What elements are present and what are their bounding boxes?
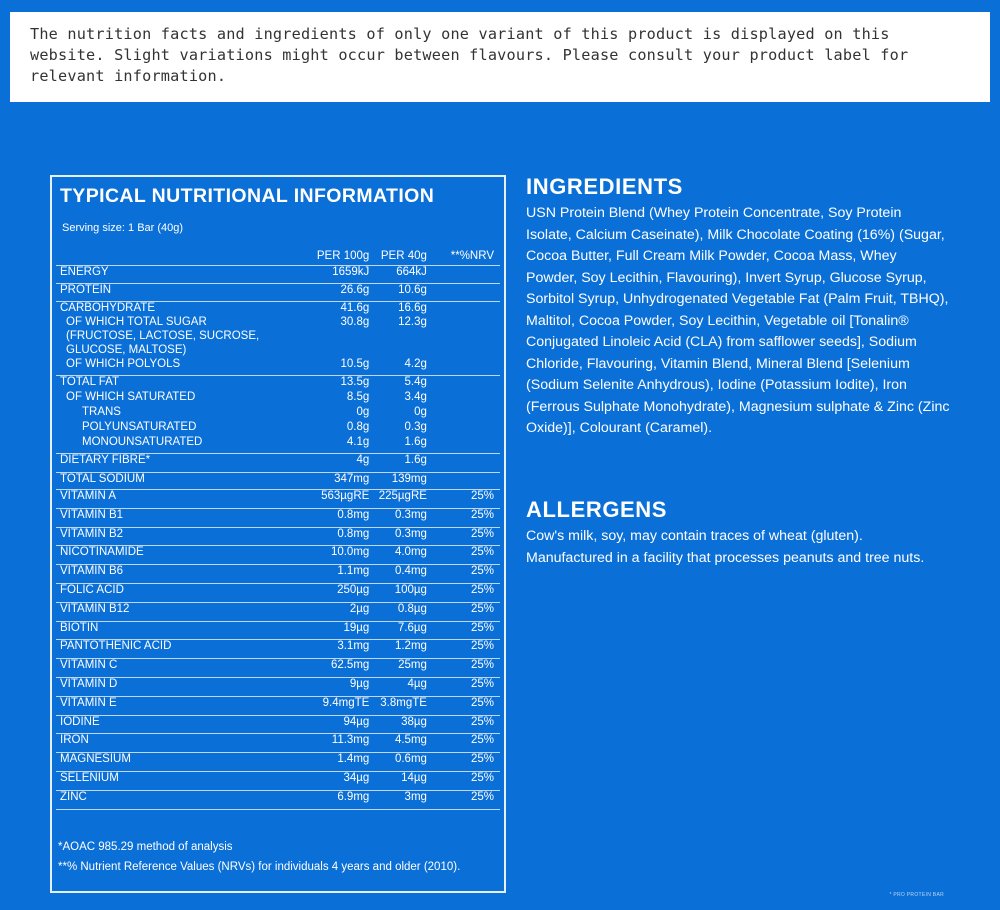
value-nrv-text: 25% [470, 734, 494, 747]
value-per40-text: 664kJ [396, 266, 427, 278]
value-nrv [427, 284, 500, 302]
value-per100-text: 2µg [349, 602, 370, 615]
nutrient-name-text: MAGNESIUM [60, 753, 131, 766]
value-per100 [304, 602, 369, 621]
value-per100 [304, 330, 369, 344]
value-per40 [369, 266, 427, 284]
value-per40 [369, 490, 427, 509]
table-row [56, 753, 500, 772]
value-per100 [304, 421, 369, 436]
value-nrv [427, 583, 500, 602]
nutrient-name-text: DIETARY FIBRE* [60, 454, 151, 466]
value-per100 [304, 316, 369, 330]
nutrient-name-text: TRANS [82, 405, 121, 418]
value-nrv [427, 753, 500, 772]
value-per100 [304, 640, 369, 659]
table-row [56, 677, 500, 696]
value-per100-text: 19µg [343, 621, 370, 634]
nutrient-name-text: IODINE [60, 715, 100, 728]
value-per40 [369, 284, 427, 302]
value-per100-text: 1659kJ [332, 266, 370, 278]
nutrition-footnotes [58, 837, 460, 877]
value-per40-text: 0.3mg [394, 527, 427, 540]
value-per40-text: 0.4mg [394, 565, 427, 578]
value-per40-text: 4µg [407, 677, 427, 690]
value-nrv-text: 25% [470, 508, 494, 521]
footnote-aoac: *AOAC 985.29 method of analysis [58, 841, 233, 853]
table-row [56, 302, 500, 316]
table-row [56, 565, 500, 584]
value-per40-text: 0g [414, 405, 427, 418]
nutrient-name [56, 473, 304, 490]
value-per40-text: 3.4g [404, 390, 427, 403]
ingredients-text: USN Protein Blend (Whey Protein Concentrate, Soy Protein Isolate, Calcium Caseinate), Milk Chocolate Coating (16%) (Sugar, Cocoa Butter, Full Cream Milk Powder, Cocoa Mass, Whey Powder, Soy Lecithin, Flavouring), Invert Syrup, Glucose Syrup, Sorbitol Syrup, Unhydrogenated Vegetable Fat (Palm Fruit, TBHQ), Maltitol, Cocoa Powder, Soy Lecithin, Vegetable oil [Tonalin® Conjugated Linoleic Acid (CLA) from safflower seeds], Sodium Chloride, Flavouring, Vitamin Blend, Mineral Blend [Selenium (Sodium Selenite Anhydrous), Iodine (Potassium Iodite), Iron (Ferrous Sulphate Monohydrate), Magnesium sulphate & Zinc (Zinc Oxide)], Colourant (Caramel). [526, 205, 950, 436]
table-row [56, 696, 500, 715]
value-per40-text: 3mg [404, 790, 427, 803]
header-per40: PER 40g [369, 247, 427, 266]
value-per40-text: 100µg [394, 583, 427, 596]
value-per100 [304, 436, 369, 454]
table-row [56, 546, 500, 565]
nutrient-name [56, 771, 304, 790]
value-per100-text: 9µg [349, 677, 370, 690]
corner-label: * PRO PROTEIN BAR [889, 892, 944, 898]
nutrition-table-body [56, 266, 500, 810]
value-nrv [427, 621, 500, 640]
value-per40 [369, 421, 427, 436]
nutrient-name-text: VITAMIN C [60, 659, 118, 672]
value-per100-text: 26.6g [340, 284, 370, 296]
nutrient-name-text: SELENIUM [60, 771, 119, 784]
value-nrv [427, 602, 500, 621]
nutrient-name [56, 583, 304, 602]
value-per100-text: 30.8g [340, 315, 370, 328]
value-per100-text: 250µg [337, 583, 370, 596]
value-per100-text: 6.9mg [337, 790, 370, 803]
value-per100 [304, 406, 369, 421]
nutrient-name [56, 490, 304, 509]
value-per100 [304, 376, 369, 391]
nutrient-name [56, 302, 304, 316]
value-per100-text: 62.5mg [330, 659, 370, 672]
value-per40-text: 139mg [391, 473, 427, 485]
value-per40 [369, 316, 427, 330]
value-per40 [369, 677, 427, 696]
value-per40 [369, 376, 427, 391]
table-row [56, 344, 500, 358]
value-nrv [427, 546, 500, 565]
value-per40-text: 0.3g [404, 420, 427, 433]
nutrient-name [56, 753, 304, 772]
value-per100-text: 347mg [334, 473, 370, 485]
nutrient-name [56, 406, 304, 421]
table-row [56, 391, 500, 406]
nutrition-table [56, 247, 500, 810]
table-row [56, 284, 500, 302]
value-per40-text: 4.2g [404, 357, 427, 370]
nutrient-name-text: PANTOTHENIC ACID [60, 640, 172, 653]
value-per100 [304, 546, 369, 565]
value-per40-text: 7.6µg [397, 621, 427, 634]
table-row [56, 316, 500, 330]
value-per40 [369, 391, 427, 406]
nutrient-name-text: OF WHICH POLYOLS [66, 357, 181, 370]
value-per100 [304, 508, 369, 527]
nutrient-name-text: ZINC [60, 790, 87, 803]
nutrient-name-text: POLYUNSATURATED [82, 420, 197, 433]
table-row [56, 436, 500, 454]
nutrient-name [56, 565, 304, 584]
table-row [56, 473, 500, 490]
value-nrv-text: 25% [470, 677, 494, 690]
value-nrv [427, 376, 500, 391]
value-per100 [304, 790, 369, 809]
value-per40 [369, 659, 427, 678]
nutrient-name-text: FOLIC ACID [60, 583, 124, 596]
value-per100 [304, 565, 369, 584]
value-nrv [427, 659, 500, 678]
nutrient-name-text: VITAMIN B2 [60, 527, 124, 540]
value-per100 [304, 490, 369, 509]
value-per100-text: 34µg [343, 771, 370, 784]
value-per40 [369, 344, 427, 358]
value-per40-text: 5.4g [404, 376, 427, 388]
nutrient-name-text: VITAMIN B12 [60, 602, 130, 615]
nutrient-name-text: VITAMIN B1 [60, 508, 124, 521]
table-row [56, 602, 500, 621]
nutrition-panel [50, 175, 506, 893]
nutrient-name-text: TOTAL SODIUM [60, 473, 145, 485]
nutrient-name [56, 659, 304, 678]
nutrient-name [56, 677, 304, 696]
value-per40-text: 1.6g [404, 435, 427, 448]
value-per40-text: 0.8µg [397, 602, 427, 615]
nutrient-name-text: (FRUCTOSE, LACTOSE, SUCROSE, [66, 329, 260, 342]
value-per40 [369, 508, 427, 527]
value-per40 [369, 602, 427, 621]
value-per40-text: 12.3g [398, 315, 427, 328]
nutrient-name-text: NICOTINAMIDE [60, 546, 144, 559]
table-row [56, 266, 500, 284]
value-nrv-text: 25% [470, 602, 494, 615]
value-per40 [369, 546, 427, 565]
value-per40 [369, 302, 427, 316]
value-nrv-text: 25% [470, 790, 494, 803]
table-row [56, 527, 500, 546]
nutrient-name-text: ENERGY [60, 266, 109, 278]
value-per40-text: 3.8mgTE [380, 696, 427, 709]
value-per40-text: 10.6g [398, 284, 427, 296]
value-nrv [427, 391, 500, 406]
value-nrv [427, 454, 500, 473]
value-nrv-text: 25% [470, 771, 494, 784]
header-nrv: **%NRV [427, 247, 500, 266]
value-per40-text: 0.6mg [394, 753, 427, 766]
value-per100 [304, 715, 369, 734]
value-per100 [304, 527, 369, 546]
value-per100 [304, 696, 369, 715]
value-per40-text: 25mg [398, 659, 427, 672]
value-per40 [369, 696, 427, 715]
nutrient-name [56, 266, 304, 284]
nutrient-name [56, 436, 304, 454]
nutrient-name-text: BIOTIN [60, 621, 99, 634]
serving-size: Serving size: 1 Bar (40g) [62, 222, 184, 234]
value-per100-text: 4g [356, 454, 370, 466]
nutrient-name [56, 696, 304, 715]
header-per100: PER 100g [304, 247, 369, 266]
value-per40-text: 16.6g [398, 302, 427, 314]
value-per100-text: 10.5g [340, 357, 370, 370]
value-per100 [304, 454, 369, 473]
value-per40-text: 0.3mg [394, 508, 427, 521]
value-per100 [304, 621, 369, 640]
value-per100 [304, 677, 369, 696]
value-nrv-text: 25% [470, 753, 494, 766]
value-nrv [427, 565, 500, 584]
value-nrv [427, 266, 500, 284]
value-per100 [304, 284, 369, 302]
value-per40 [369, 734, 427, 753]
table-row [56, 376, 500, 391]
table-header-row [56, 247, 500, 266]
value-per100 [304, 391, 369, 406]
disclaimer-notice: The nutrition facts and ingredients of only one variant of this product is displayed on this website. Slight variations might occur between flavours. Please consult your product label for relevant information. [10, 12, 990, 102]
value-nrv [427, 302, 500, 316]
nutrient-name [56, 376, 304, 391]
value-per100 [304, 266, 369, 284]
nutrient-name-text: GLUCOSE, MALTOSE) [66, 343, 187, 356]
value-per40 [369, 454, 427, 473]
table-row [56, 790, 500, 809]
value-nrv-text: 25% [470, 715, 494, 728]
nutrient-name-text: PROTEIN [60, 284, 112, 296]
nutrient-name [56, 454, 304, 473]
value-per40-text: 225µgRE [378, 490, 427, 502]
table-row [56, 358, 500, 376]
value-nrv [427, 715, 500, 734]
value-per100 [304, 358, 369, 376]
value-per100-text: 0.8mg [337, 508, 370, 521]
value-per100-text: 8.5g [346, 390, 370, 403]
nutrient-name [56, 715, 304, 734]
nutrient-name-text: IRON [60, 734, 89, 747]
value-nrv-text: 25% [470, 621, 494, 634]
footnote-nrv: **% Nutrient Reference Values (NRVs) for individuals 4 years and older (2010). [58, 861, 461, 873]
table-row [56, 406, 500, 421]
value-nrv [427, 527, 500, 546]
value-per100-text: 10.0mg [330, 546, 370, 559]
value-per40 [369, 753, 427, 772]
nutrient-name-text: TOTAL FAT [60, 376, 119, 388]
nutrient-name [56, 508, 304, 527]
table-row [56, 583, 500, 602]
nutrient-name-text: VITAMIN D [60, 677, 118, 690]
value-per100-text: 0.8g [346, 420, 370, 433]
nutrient-name [56, 284, 304, 302]
value-per40 [369, 406, 427, 421]
value-per100 [304, 753, 369, 772]
ingredients-title: INGREDIENTS [526, 174, 683, 199]
value-per100-text: 563µgRE [321, 490, 370, 502]
value-per40-text: 38µg [401, 715, 427, 728]
nutrient-name [56, 621, 304, 640]
value-nrv [427, 790, 500, 809]
value-per100-text: 3.1mg [337, 640, 370, 653]
table-row [56, 659, 500, 678]
table-row [56, 454, 500, 473]
value-per40-text: 1.2mg [394, 640, 427, 653]
value-per40 [369, 330, 427, 344]
allergens-title: ALLERGENS [526, 497, 668, 522]
value-per40 [369, 583, 427, 602]
nutrient-name [56, 602, 304, 621]
value-per100 [304, 771, 369, 790]
value-per100-text: 11.3mg [331, 734, 370, 747]
nutrient-name [56, 358, 304, 376]
value-per40 [369, 473, 427, 490]
nutrient-name [56, 527, 304, 546]
table-row [56, 330, 500, 344]
nutrient-name [56, 790, 304, 809]
header-name [56, 247, 304, 266]
table-row [56, 490, 500, 509]
value-nrv [427, 436, 500, 454]
nutrient-name [56, 546, 304, 565]
value-nrv-text: 25% [470, 527, 494, 540]
value-nrv-text: 25% [470, 583, 494, 596]
value-nrv-text: 25% [470, 659, 494, 672]
nutrient-name [56, 391, 304, 406]
value-per100 [304, 583, 369, 602]
value-per100-text: 94µg [343, 715, 370, 728]
value-nrv [427, 358, 500, 376]
value-nrv-text: 25% [470, 490, 494, 502]
nutrient-name-text: MONOUNSATURATED [82, 435, 203, 448]
value-per100-text: 0.8mg [337, 527, 370, 540]
nutrient-name-text: CARBOHYDRATE [60, 302, 155, 314]
value-nrv [427, 473, 500, 490]
value-per40 [369, 358, 427, 376]
value-per100-text: 0g [356, 405, 370, 418]
value-nrv [427, 406, 500, 421]
value-per100 [304, 473, 369, 490]
value-nrv [427, 344, 500, 358]
nutrient-name [56, 421, 304, 436]
allergens-text: Cow's milk, soy, may contain traces of wheat (gluten). Manufactured in a facility that processes peanuts and tree nuts. [526, 528, 925, 566]
nutrient-name [56, 640, 304, 659]
value-nrv [427, 330, 500, 344]
table-row [56, 734, 500, 753]
value-per100-text: 41.6g [340, 302, 370, 314]
nutrient-name [56, 316, 304, 330]
value-per40-text: 1.6g [404, 454, 427, 466]
value-nrv [427, 677, 500, 696]
nutrient-name [56, 344, 304, 358]
value-per100-text: 1.1mg [337, 565, 370, 578]
value-per40-text: 14µg [401, 771, 427, 784]
table-row [56, 715, 500, 734]
value-nrv-text: 25% [470, 546, 494, 559]
value-per40 [369, 640, 427, 659]
nutrient-name-text: OF WHICH TOTAL SUGAR [66, 315, 207, 328]
value-per40 [369, 771, 427, 790]
value-per100-text: 9.4mgTE [322, 696, 370, 709]
nutrition-title: TYPICAL NUTRITIONAL INFORMATION [60, 185, 435, 207]
value-nrv-text: 25% [470, 696, 494, 709]
value-per100 [304, 302, 369, 316]
value-nrv [427, 421, 500, 436]
nutrient-name [56, 330, 304, 344]
value-nrv [427, 316, 500, 330]
value-per100-text: 13.5g [340, 376, 370, 388]
value-nrv [427, 640, 500, 659]
value-per40 [369, 527, 427, 546]
value-per100 [304, 734, 369, 753]
value-nrv [427, 696, 500, 715]
value-per100 [304, 344, 369, 358]
table-row [56, 421, 500, 436]
nutrient-name-text: VITAMIN E [60, 696, 117, 709]
nutrient-name-text: VITAMIN B6 [60, 565, 124, 578]
value-nrv [427, 490, 500, 509]
table-row [56, 771, 500, 790]
table-row [56, 621, 500, 640]
table-row [56, 508, 500, 527]
value-per100-text: 4.1g [346, 435, 370, 448]
nutrient-name [56, 734, 304, 753]
value-nrv [427, 508, 500, 527]
value-per40-text: 4.5mg [394, 734, 427, 747]
nutrient-name-text: VITAMIN A [60, 490, 117, 502]
value-per100-text: 1.4mg [337, 753, 370, 766]
value-per40 [369, 565, 427, 584]
value-per40-text: 4.0mg [394, 546, 427, 559]
value-nrv [427, 734, 500, 753]
value-per40 [369, 621, 427, 640]
value-per40 [369, 790, 427, 809]
value-per100 [304, 659, 369, 678]
value-nrv-text: 25% [470, 565, 494, 578]
value-per40 [369, 436, 427, 454]
value-nrv-text: 25% [470, 640, 494, 653]
value-nrv [427, 771, 500, 790]
nutrient-name-text: OF WHICH SATURATED [66, 390, 196, 403]
value-per40 [369, 715, 427, 734]
table-row [56, 640, 500, 659]
